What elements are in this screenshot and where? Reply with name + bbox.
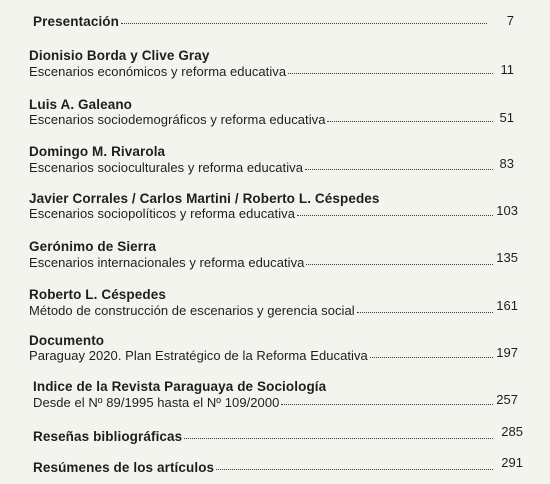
toc-entry-page: 197 <box>496 345 518 360</box>
toc-entry-title: Escenarios sociopolíticos y reforma educativa <box>29 206 295 221</box>
toc-entry-author: Indice de la Revista Paraguaya de Sociología <box>33 379 327 394</box>
toc-entry-page: 257 <box>496 392 518 407</box>
dot-leader <box>370 356 493 358</box>
toc-entry-page: 51 <box>499 110 514 125</box>
toc-entry-author: Presentación <box>33 14 119 29</box>
dot-leader <box>357 311 493 313</box>
toc-entry-title: Desde el Nº 89/1995 hasta el Nº 109/2000 <box>33 395 280 410</box>
toc-entry-author: Roberto L. Céspedes <box>29 287 166 302</box>
toc-entry-title: Escenarios socioculturales y reforma educativa <box>29 160 303 175</box>
dot-leader <box>305 168 493 170</box>
toc-entry-page: 291 <box>501 455 523 470</box>
toc-entry-title: Método de construcción de escenarios y gerencia social <box>29 303 355 318</box>
dot-leader <box>297 214 493 216</box>
toc-entry-author: Reseñas bibliográficas <box>33 429 183 444</box>
toc-entry-author: Domingo M. Rivarola <box>29 144 166 159</box>
dot-leader <box>281 403 493 405</box>
dot-leader <box>288 72 493 74</box>
dot-leader <box>184 437 493 439</box>
toc-entry-page: 161 <box>496 298 518 313</box>
toc-entry-title: Escenarios internacionales y reforma educativa <box>29 255 305 270</box>
toc-entry-page: 285 <box>501 424 523 439</box>
toc-entry-title: Escenarios sociodemográficos y reforma educativa <box>29 112 326 127</box>
toc-entry-author: Documento <box>29 333 105 348</box>
toc-entry-page: 103 <box>496 203 518 218</box>
dot-leader <box>121 22 487 24</box>
toc-entry-author: Dionisio Borda y Clive Gray <box>29 48 210 63</box>
toc-entry-author: Resúmenes de los artículos <box>33 460 215 475</box>
toc-entry-title: Paraguay 2020. Plan Estratégico de la Reforma Educativa <box>29 348 368 363</box>
dot-leader <box>306 263 493 265</box>
toc-entry-author: Javier Corrales / Carlos Martini / Roberto L. Céspedes <box>29 191 380 206</box>
dot-leader <box>216 468 493 470</box>
dot-leader <box>327 120 493 122</box>
toc-entry-author: Luis A. Galeano <box>29 97 133 112</box>
toc-entry-page: 7 <box>506 13 514 28</box>
toc-entry-title: Escenarios económicos y reforma educativa <box>29 64 287 79</box>
toc-entry-page: 11 <box>500 62 514 77</box>
toc-entry-page: 135 <box>496 250 518 265</box>
toc-entry-page: 83 <box>499 156 514 171</box>
toc-entry-author: Gerónimo de Sierra <box>29 239 157 254</box>
